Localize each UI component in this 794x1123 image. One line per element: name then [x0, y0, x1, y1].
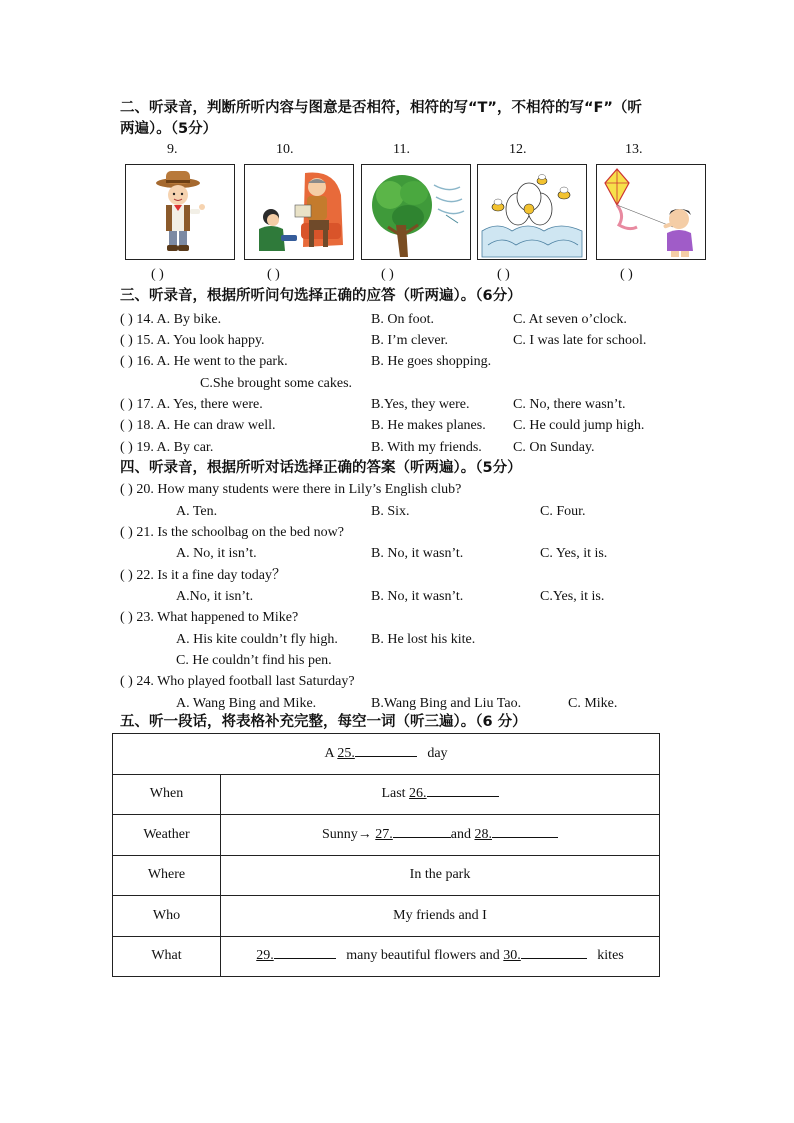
row-value-where: In the park: [221, 855, 660, 896]
row-value-weather: [221, 815, 660, 856]
answer-blank-12[interactable]: ( ): [497, 267, 510, 282]
q24-option-c: C. Mike.: [568, 696, 618, 711]
answer-paren[interactable]: ( ): [120, 397, 133, 412]
q22-option-c: C.Yes, it is.: [540, 589, 605, 604]
blank-28[interactable]: [492, 837, 558, 838]
q20-option-b: B. Six.: [371, 504, 410, 519]
question-17: [120, 396, 263, 414]
option-a: 15. A. You look happy.: [136, 333, 265, 348]
row-label-where: Where: [113, 855, 221, 896]
question-text: 24. Who played football last Saturday?: [136, 674, 355, 689]
answer-paren[interactable]: ( ): [120, 418, 133, 433]
question-18: [120, 417, 276, 435]
picture-bees: [477, 164, 587, 260]
section3-title: 三、听录音，根据所听问句选择正确的应答（听两遍）。（6分）: [120, 288, 522, 304]
row-label-what: What: [113, 936, 221, 977]
pic-number-10: 10.: [276, 142, 294, 157]
kite-illustration: [597, 165, 705, 259]
answer-paren[interactable]: ( ): [120, 312, 133, 327]
q17-option-b: B.Yes, they were.: [371, 397, 470, 412]
answer-paren[interactable]: ( ): [120, 568, 133, 583]
q24-option-b: B.Wang Bing and Liu Tao.: [371, 696, 522, 711]
q20-option-c: C. Four.: [540, 504, 586, 519]
blank-26[interactable]: [427, 796, 499, 797]
question-19: [120, 439, 213, 457]
table-row: [113, 815, 660, 856]
answer-blank-11[interactable]: ( ): [381, 267, 394, 282]
fill-in-table: [112, 733, 660, 977]
picture-row: [0, 164, 794, 262]
question-23: [120, 609, 298, 627]
row-label-weather: Weather: [113, 815, 221, 856]
blank-30[interactable]: [521, 958, 587, 959]
tree-illustration: [362, 165, 470, 259]
section5-title: 五、听一段话，将表格补充完整，每空一词（听三遍）。（6 分）: [120, 714, 527, 730]
reading-illustration: [245, 165, 353, 259]
pic-number-11: 11.: [393, 142, 410, 157]
picture-kite: [596, 164, 706, 260]
pic-number-9: 9.: [167, 142, 178, 157]
blank-29[interactable]: [274, 958, 336, 959]
answer-blank-10[interactable]: ( ): [267, 267, 280, 282]
answer-paren[interactable]: ( ): [120, 333, 133, 348]
q21-option-a: A. No, it isn’t.: [176, 546, 257, 561]
q15-option-c: C. I was late for school.: [513, 333, 647, 348]
table-row: [113, 855, 660, 896]
pic-number-13: 13.: [625, 142, 643, 157]
answer-paren[interactable]: ( ): [120, 440, 133, 455]
row-label-when: When: [113, 774, 221, 815]
table-row: [113, 734, 660, 775]
q15-option-b: B. I’m clever.: [371, 333, 448, 348]
picture-cowboy: [125, 164, 235, 260]
question-text: 20. How many students were there in Lily’s English club?: [136, 482, 462, 497]
table-header-cell: [113, 734, 660, 775]
question-text: 23. What happened to Mike?: [136, 610, 299, 625]
blank-28-number: 28.: [474, 826, 492, 842]
what-middle-text: many beautiful flowers and: [346, 948, 500, 964]
q24-option-a: A. Wang Bing and Mike.: [176, 696, 317, 711]
header-suffix: day: [427, 745, 448, 761]
question-16: [120, 353, 288, 371]
answer-paren[interactable]: ( ): [120, 354, 133, 369]
answer-paren[interactable]: ( ): [120, 674, 133, 689]
bees-illustration: [478, 165, 586, 259]
question-14: [120, 311, 221, 329]
blank-26-number: 26.: [409, 786, 427, 802]
row-value-who: My friends and I: [221, 896, 660, 937]
option-a: 16. A. He went to the park.: [136, 354, 288, 369]
q18-option-c: C. He could jump high.: [513, 418, 645, 433]
blank-27[interactable]: [393, 837, 451, 838]
question-20: [120, 481, 461, 499]
section2-title-line1: 二、听录音，判断所听内容与图意是否相符，相符的写“T”，不相符的写“F”（听: [120, 100, 642, 116]
when-prefix: Last: [381, 786, 406, 802]
answer-parens-row: [0, 267, 794, 287]
what-suffix: kites: [597, 948, 624, 964]
cowboy-illustration: [126, 165, 234, 259]
question-text: 22. Is it a fine day today？: [136, 568, 287, 583]
blank-25-number: 25.: [337, 745, 355, 761]
option-a: 19. A. By car.: [136, 440, 214, 455]
weather-and: and: [450, 826, 471, 842]
picture-tree: [361, 164, 471, 260]
q22-option-a: A.No, it isn’t.: [176, 589, 254, 604]
question-24: [120, 673, 355, 691]
blank-25[interactable]: [355, 756, 417, 757]
q14-option-c: C. At seven o’clock.: [513, 312, 627, 327]
question-21: [120, 524, 344, 542]
table-row: [113, 774, 660, 815]
q21-option-b: B. No, it wasn’t.: [371, 546, 464, 561]
picture-numbers: [0, 142, 794, 162]
pic-number-12: 12.: [509, 142, 527, 157]
q14-option-b: B. On foot.: [371, 312, 434, 327]
answer-blank-13[interactable]: ( ): [620, 267, 633, 282]
q23-option-c: C. He couldn’t find his pen.: [176, 653, 332, 668]
answer-blank-9[interactable]: ( ): [151, 267, 164, 282]
q19-option-c: C. On Sunday.: [513, 440, 595, 455]
section4-title: 四、听录音，根据所听对话选择正确的答案（听两遍）。（5分）: [120, 460, 522, 476]
q23-option-a: A. His kite couldn’t fly high.: [176, 632, 338, 647]
q21-option-c: C. Yes, it is.: [540, 546, 608, 561]
option-a: 14. A. By bike.: [136, 312, 222, 327]
table-row: [113, 896, 660, 937]
blank-27-number: 27.: [375, 826, 393, 842]
q16-option-b: B. He goes shopping.: [371, 354, 492, 369]
row-label-who: Who: [113, 896, 221, 937]
answer-paren[interactable]: ( ): [120, 610, 133, 625]
section2-title: [120, 98, 690, 140]
q17-option-c: C. No, there wasn’t.: [513, 397, 626, 412]
q20-option-a: A. Ten.: [176, 504, 218, 519]
row-value-when: [221, 774, 660, 815]
q18-option-b: B. He makes planes.: [371, 418, 486, 433]
blank-30-number: 30.: [503, 948, 521, 964]
answer-paren[interactable]: ( ): [120, 525, 133, 540]
row-value-what: [221, 936, 660, 977]
question-15: [120, 332, 265, 350]
weather-prefix: Sunny→: [321, 826, 372, 842]
q22-option-b: B. No, it wasn’t.: [371, 589, 464, 604]
question-22: [120, 567, 286, 585]
q16-option-c: C.She brought some cakes.: [200, 376, 353, 391]
option-a: 18. A. He can draw well.: [136, 418, 276, 433]
table-row: [113, 936, 660, 977]
blank-29-number: 29.: [256, 948, 274, 964]
header-prefix: A: [324, 745, 334, 761]
answer-paren[interactable]: ( ): [120, 482, 133, 497]
option-a: 17. A. Yes, there were.: [136, 397, 263, 412]
q19-option-b: B. With my friends.: [371, 440, 482, 455]
question-text: 21. Is the schoolbag on the bed now?: [136, 525, 344, 540]
section2-title-line2: 两遍）。（5分）: [120, 121, 218, 137]
q23-option-b: B. He lost his kite.: [371, 632, 476, 647]
picture-reading: [244, 164, 354, 260]
